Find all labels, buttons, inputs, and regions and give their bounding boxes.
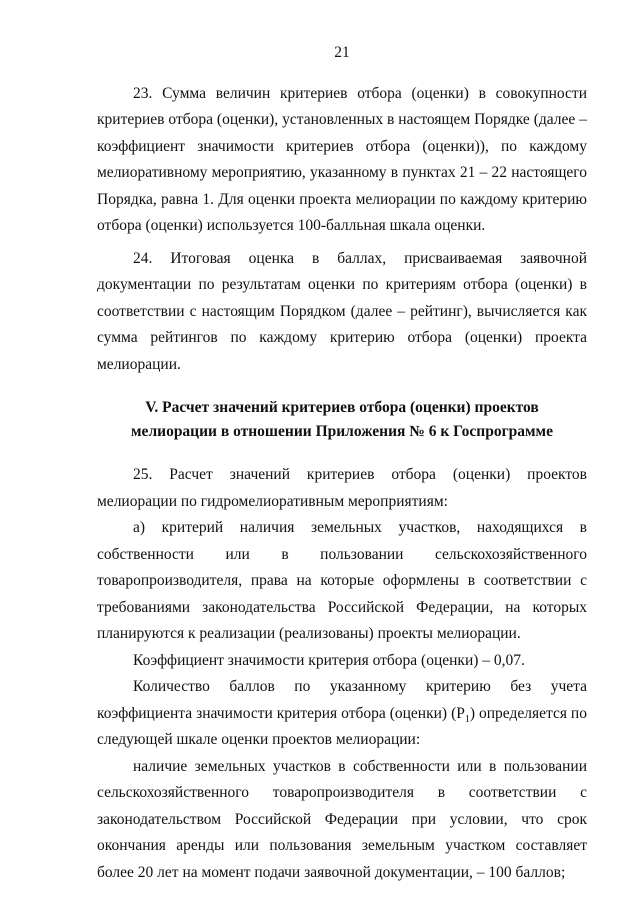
paragraph-24: 24. Итоговая оценка в баллах, присваиваемая заявочной документации по результатам оценки по критериям отбора (оценки) в соответствии с настоящим Порядком (далее – рейтинг), вычисляется как сумма рейтингов по каждому критерию отбора (оценки) проекта мелиорации. (97, 249, 587, 373)
score-subscript: 1 (464, 713, 470, 725)
spacer (97, 378, 587, 396)
score-text-after: ) определяется по следующей шкале оценки проектов мелиорации: (97, 704, 587, 748)
paragraph-23: 23. Сумма величин критериев отбора (оценки) в совокупности критериев отбора (оценки), установленных в настоящем Порядке (далее – коэффициент значимости критериев отбора (оценки)), по каждому мелиоративному мероприятию, указанному в пунктах 21 – 22 настоящего Порядка, равна 1. Для оценки проекта мелиорации по каждому критерию отбора (оценки) используется 100-балльная шкала оценки. (97, 84, 587, 234)
paragraph-score-scale (97, 674, 587, 754)
document-page (97, 40, 587, 886)
paragraph-scale-item: наличие земельных участков в собственности или в пользовании сельскохозяйственного товаропроизводителя в соответствии с законодательством Российской Федерации при условии, что срок окончания аренды или пользования земельным участком составляет более 20 лет на момент подачи заявочной документации, – 100 баллов; (97, 757, 587, 881)
spacer (97, 444, 587, 462)
page-number: 21 (334, 44, 350, 61)
score-text-before: Количество баллов по указанному критерию без учета коэффициента значимости критерия отбора (оценки) (Р (97, 678, 587, 722)
paragraph-coefficient: Коэффициент значимости критерия отбора (оценки) – 0,07. (133, 651, 525, 669)
section-heading (97, 396, 587, 444)
paragraph-25: 25. Расчет значений критериев отбора (оценки) проектов мелиорации по гидромелиоративным мероприятиям: (97, 466, 587, 510)
paragraph-25a: а) критерий наличия земельных участков, находящихся в собственности или в пользовании сельскохозяйственного товаропроизводителя, права на которые оформлены в соответствии с требованиями законодательства Российской Федерации, на которых планируются к реализации (реализованы) проекты мелиорации. (97, 519, 587, 642)
section-heading-line-2: мелиорации в отношении Приложения № 6 к Госпрограмме (131, 423, 553, 440)
section-heading-line-1: V. Расчет значений критериев отбора (оценки) проектов (145, 399, 539, 416)
